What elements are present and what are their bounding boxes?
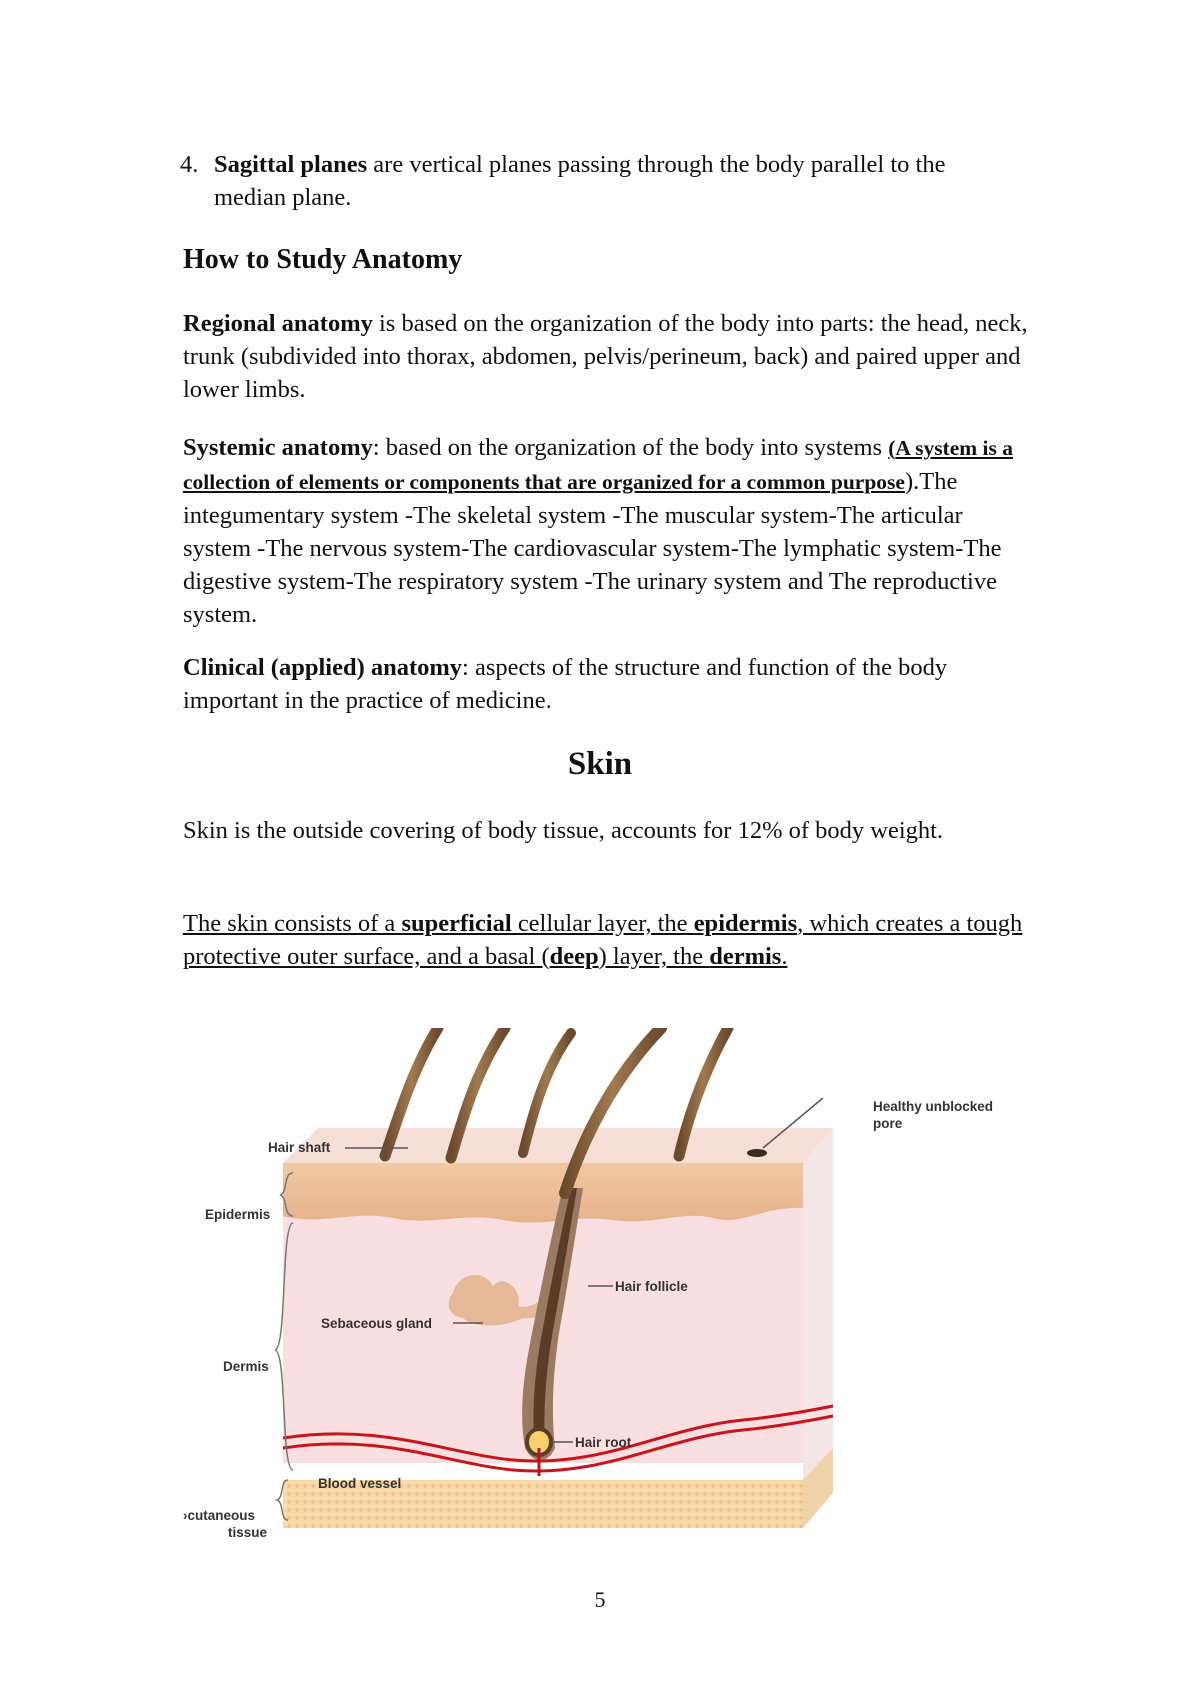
label-hair-follicle: Hair follicle (615, 1279, 688, 1294)
regional-text: is based on the organization of the body into parts: the head, neck, trunk (subdivided into thorax, abdomen, pelvis/perineum, back) and paired upper and lower limbs. (183, 310, 1028, 403)
label-blood-vessel: Blood vessel (318, 1476, 402, 1491)
term-deep: deep (549, 943, 599, 970)
heading-how-to-study: How to Study Anatomy (183, 244, 463, 275)
list-number: 4. (180, 151, 199, 178)
label-epidermis: Epidermis (205, 1207, 271, 1222)
system-definition: A system is a collection of elements or components that are organized for a common purpose (183, 436, 1014, 494)
term-sagittal: Sagittal planes (214, 151, 368, 178)
label-sebaceous-gland: Sebaceous gland (321, 1316, 433, 1331)
paragraph-regional (183, 307, 1033, 406)
label-dermis: Dermis (223, 1359, 269, 1374)
systemic-text-1: : based on the organization of the body into systems (372, 434, 889, 461)
clinical-text: : aspects of the structure and function of the body important in the practice of medicine. (183, 654, 948, 714)
skin-layers-text-5: . (781, 943, 788, 970)
skin-top-surface (283, 1128, 833, 1163)
skin-layers-text-3: , which creates a tough protective outer surface, and a basal ( (183, 910, 1023, 970)
label-hair-shaft: Hair shaft (268, 1140, 331, 1155)
term-epidermis: epidermis (693, 910, 798, 937)
paren-close: ) (904, 468, 914, 495)
paragraph-clinical (183, 651, 1033, 717)
systemic-text-2: .The integumentary system -The skeletal system -The muscular system-The articular system -The nervous system-The cardiovascular system-The lymphatic system-The digestive system-The respiratory system -The urinary system and The reproductive system. (183, 468, 1002, 628)
label-subcutaneous-2: tissue (228, 1525, 268, 1540)
pore (747, 1149, 767, 1157)
label-subcutaneous-1: ›cutaneous (183, 1508, 256, 1523)
skin-layers-text-4: ) layer, the (598, 943, 710, 970)
epidermis-layer (283, 1163, 803, 1223)
label-healthy-pore-2: pore (873, 1116, 903, 1131)
term-regional: Regional anatomy (183, 310, 373, 337)
skin-layers-text-1: The skin consists of a (183, 910, 402, 937)
skin-diagram (183, 1028, 1023, 1548)
page-number: 5 (594, 1587, 606, 1612)
label-healthy-pore-1: Healthy unblocked (873, 1099, 994, 1114)
paragraph-systemic (183, 431, 1033, 631)
term-dermis: dermis (709, 943, 782, 970)
sagittal-text: are vertical planes passing through the body parallel to the median plane. (214, 151, 946, 211)
term-systemic: Systemic anatomy (183, 434, 373, 461)
paragraph-skin-intro: Skin is the outside covering of body tissue, accounts for 12% of body weight. (183, 817, 944, 844)
paren-open: ( (888, 436, 896, 460)
term-superficial: superficial (401, 910, 512, 937)
term-clinical: Clinical (applied) anatomy (183, 654, 463, 681)
paragraph-skin-layers (183, 907, 1033, 973)
skin-layers-text-2: cellular layer, the (511, 910, 694, 937)
list-item-sagittal (180, 148, 1014, 214)
heading-skin: Skin (567, 746, 633, 782)
label-hair-root: Hair root (575, 1435, 632, 1450)
